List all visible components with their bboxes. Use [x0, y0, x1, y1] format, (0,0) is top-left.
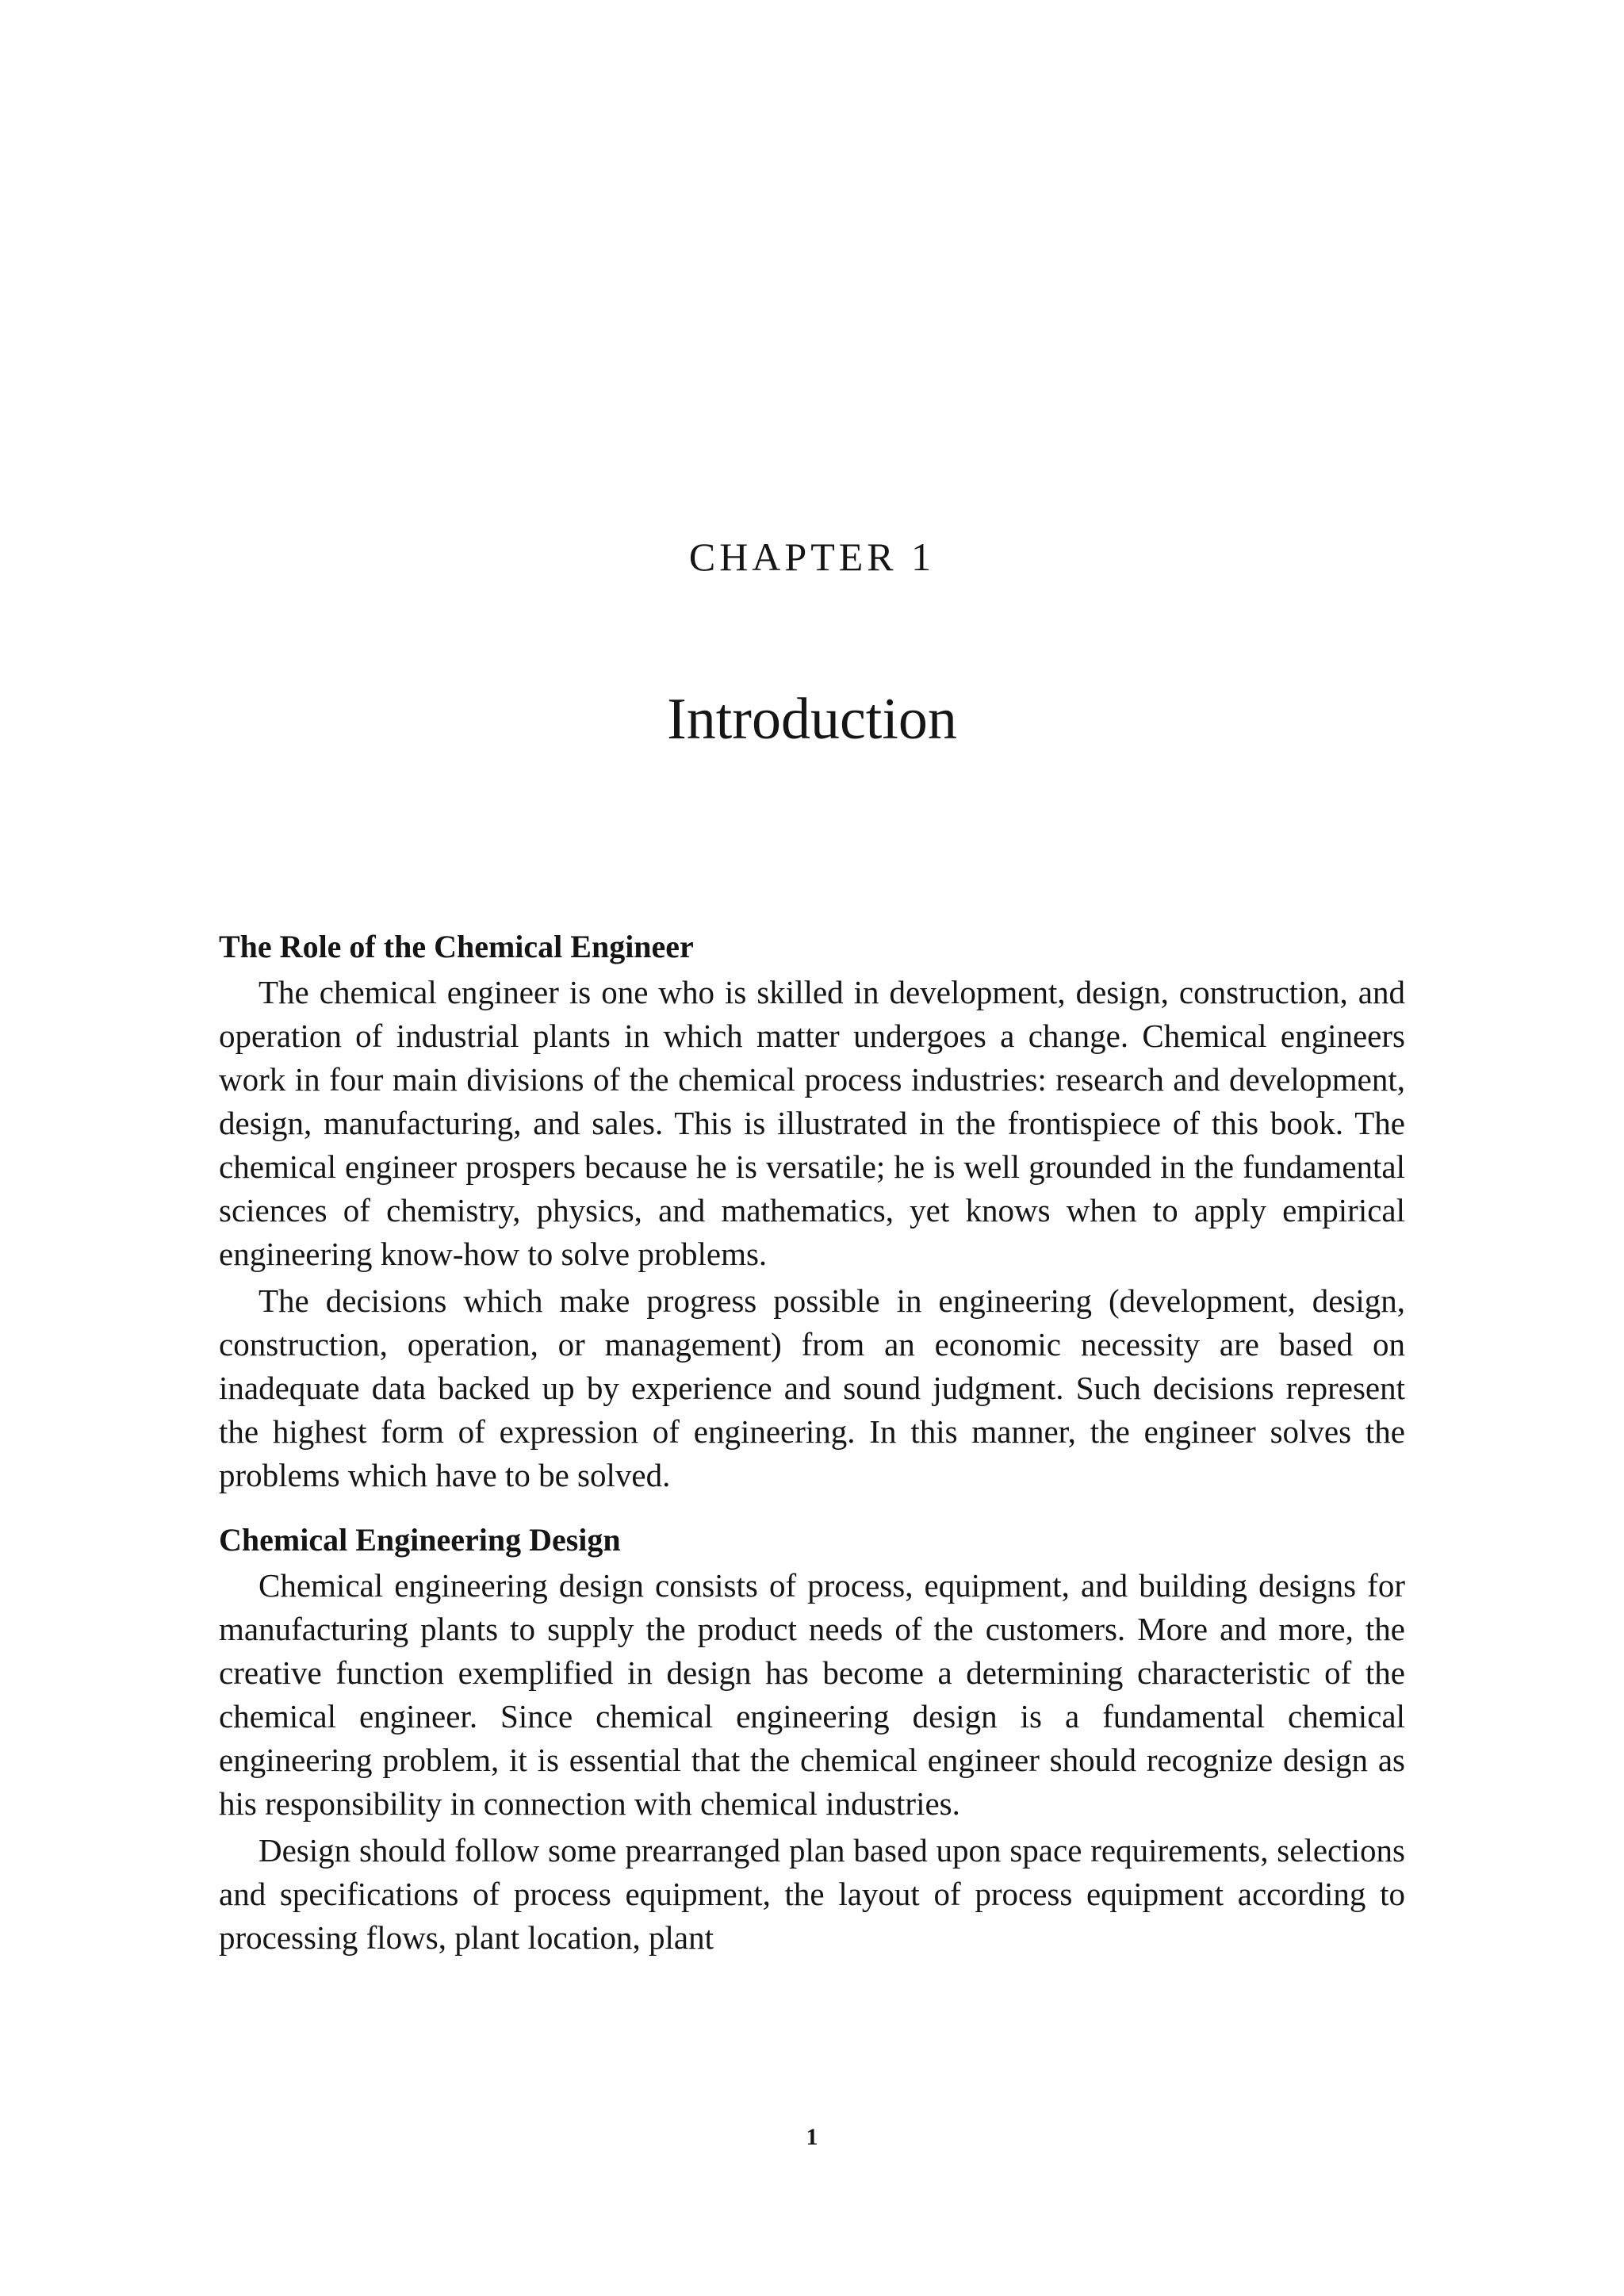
paragraph: Chemical engineering design consists of process, equipment, and building designs for manufacturing plants to supply the product needs of the customers. More and more, the creative function exemplified in design has become a determining characteristic of the chemical engineer. Since chemical engineering design is a fundamental chemical engineering problem, it is essential that the chemical engineer should recognize design as his responsibility in connection with chemical industries. [219, 1567, 1405, 1822]
paragraph: The decisions which make progress possible in engineering (development, design, construction, operation, or management) from an economic necessity are based on inadequate data backed up by experience and sound judgment. Such decisions represent the highest form of expression of engineering. In this manner, the engineer solves the problems which have to be solved. [219, 1282, 1405, 1493]
paragraph: Design should follow some prearranged plan based upon space requirements, selections and specifications of process equipment, the layout of process equipment according to processing flows, plant location, plant [219, 1832, 1405, 1956]
section-heading: Chemical Engineering Design [219, 1522, 621, 1558]
section-chemical-engineering-design [219, 1518, 1405, 1960]
page-number: 1 [806, 2124, 818, 2150]
section-role-of-chemical-engineer [219, 925, 1405, 1497]
section-heading: The Role of the Chemical Engineer [219, 929, 694, 964]
chapter-label: CHAPTER 1 [688, 535, 936, 579]
paragraph: The chemical engineer is one who is skilled in development, design, construction, and operation of industrial plants in which matter undergoes a change. Chemical engineers work in four main divisions of the chemical process industries: research and development, design, manufacturing, and sales. This is illustrated in the frontispiece of this book. The chemical engineer prospers because he is versatile; he is well grounded in the fundamental sciences of chemistry, physics, and mathematics, yet knows when to apply empirical engineering know-how to solve problems. [219, 974, 1405, 1272]
body-text [219, 925, 1405, 1963]
chapter-title: Introduction [667, 687, 957, 752]
